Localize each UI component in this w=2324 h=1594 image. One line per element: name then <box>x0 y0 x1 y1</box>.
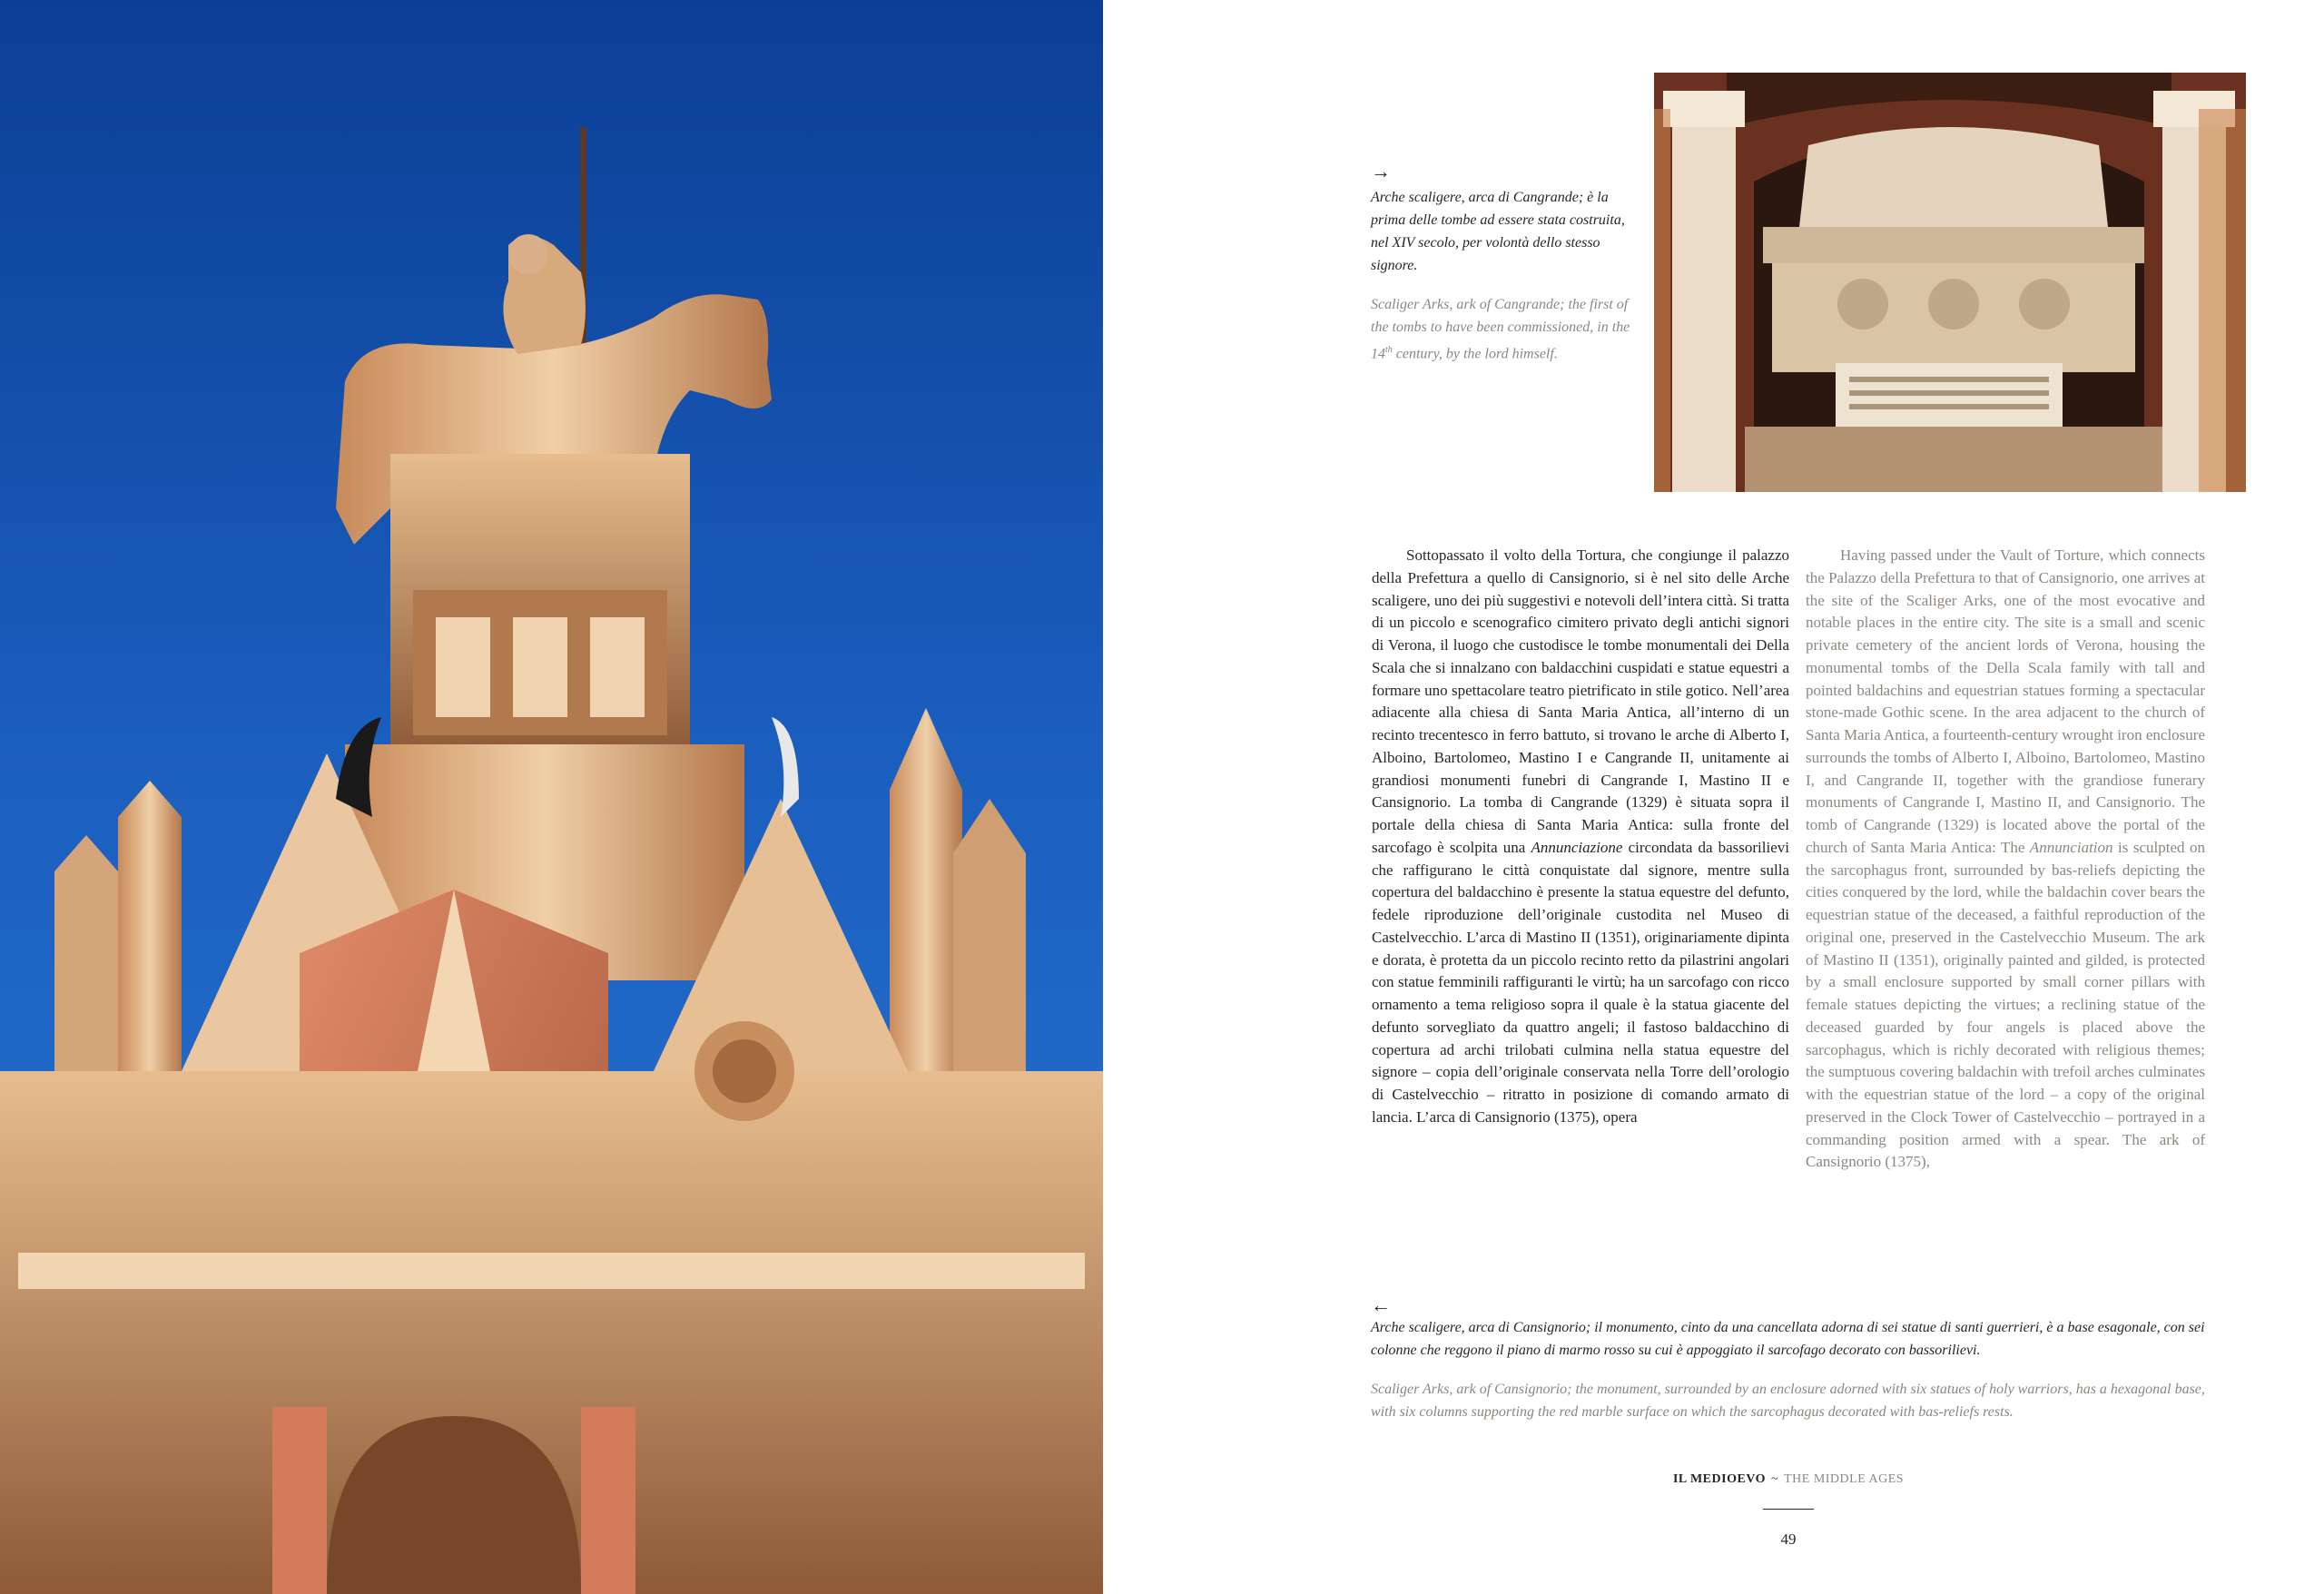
page-number: 49 <box>1780 1530 1797 1548</box>
footer-rule <box>1763 1509 1814 1510</box>
chapter-title-english: THE MIDDLE AGES <box>1784 1472 1905 1486</box>
caption-top-english: Scaliger Arks, ark of Cangrande; the first of the tombs to have been commissioned, in the 14th century, by the lord himself. <box>1371 297 1630 362</box>
caption-bottom-english: Scaliger Arks, ark of Cansignorio; the monument, surrounded by an enclosure adorned with six statues of holy warriors, has a hexagonal base, with six columns supporting the red marble surface on which the sarcophagus decorated with bas-reliefs rests. <box>1371 1382 2205 1420</box>
body-text-italian <box>1372 545 1789 1129</box>
caption-top-italian: Arche scaligere, arca di Cangrande; è la prima delle tombe ad essere stata costruita, nel XIV secolo, per volontà dello stesso signore. <box>1371 190 1625 273</box>
photo-scaliger-arks-spires <box>0 0 1103 1594</box>
footer-separator: ~ <box>1771 1472 1779 1486</box>
caption-bottom <box>1371 1316 2206 1423</box>
arrow-right-icon: → <box>1371 160 1391 182</box>
body-paragraph-english: Having passed under the Vault of Torture, which connects the Palazzo della Prefettura to that of Cansignorio, one arrives at the site of the Scaliger Arks, one of the most evocative and notable places in the entire city. The site is a small and scenic private cemetery of the ancient lords of Verona, housing the monumental tombs of the Della Scala family with tall and pointed baldachins and equestrian statues forming a spectacular stone-made Gothic scene. In the area adjacent to the church of Santa Maria Antica, a fourteenth-century wrought iron enclosure surrounds the tombs of Alberto I, Alboino, Bartolomeo, Mastino I, and Cangrande II, together with the grandiose funerary monuments of Cangrande I, Mastino II, and Cansignorio. The tomb of Cangrande (1329) is located above the portal of the church of Santa Maria Antica: The Annunciation is sculpted on the sarcophagus front, surrounded by bas-reliefs depicting the cities conquered by the lord, while the baldachin cover bears the equestrian statue of the deceased, a faithful reproduction of the original one, preserved in the Castelvecchio Museum. The ark of Mastino II (1351), originally painted and gilded, is protected by a small enclosure supported by small corner pillars with female statues depicting the virtues; a reclining statue of the deceased guarded by four angels is placed above the sarcophagus, which is richly decorated with religious themes; the sumptuous covering baldachin with trefoil arches culminates with the equestrian statue of the lord – a copy of the original preserved in the Clock Tower of Castelvecchio – portrayed in a commanding position armed with a spear. The ark of Cansignorio (1375), <box>1806 546 2205 1171</box>
body-text-english <box>1806 545 2205 1174</box>
caption-bottom-italian: Arche scaligere, arca di Cansignorio; il monumento, cinto da una cancellata adorna di sei statue di santi guerrieri, è a base esagonale, con sei colonne che reggono il piano di marmo rosso su cui è appoggiato il sarcofago decorato con bassorilievi. <box>1371 1320 2205 1358</box>
caption-top <box>1371 186 1634 365</box>
body-paragraph-italian: Sottopassato il volto della Tortura, che congiunge il palazzo della Prefettura a quello di Cansignorio, si è nel sito delle Arche scaligere, uno dei più suggestivi e notevoli dell’intera città. Si tratta di un piccolo e scenografico cimitero privato degli antichi signori di Verona, il luogo che custodisce le tombe monumentali dei Della Scala che si innalzano con baldacchini cuspidati e statue equestri a formare uno spettacolare teatro pietrificato in stile gotico. Nell’area adiacente alla chiesa di Santa Maria Antica, all’interno di un recinto trecentesco in ferro battuto, si trovano le arche di Alberto I, Alboino, Bartolomeo, Mastino I e Cangrande II, unitamente ai grandiosi monumenti funebri di Cangrande I, Mastino II e Cansignorio. La tomba di Cangrande (1329) è situata sopra il portale della chiesa di Santa Maria Antica: sulla fronte del sarcofago è scolpita una Annunciazione circondata da bassorilievi che raffigurano le città conquistate dal signore, mentre sulla copertura del baldacchino è presente la statua equestre del defunto, fedele riproduzione dell’originale custodita nel Museo di Castelvecchio. L’arca di Mastino II (1351), originariamente dipinta e dorata, è protetta da un piccolo recinto retto da pilastrini angolari con statue femminili raffiguranti le virtù; ha un sarcofago con ricco ornamento a tema religioso sopra il quale è la statua giacente del defunto sorvegliato da quattro angeli; il fastoso baldacchino di copertura ad archi trilobati culmina nella statua equestre del signore – copia dell’originale conservata nella Torre dell’orologio di Castelvecchio – ritratto in posizione di comando armato di lancia. L’arca di Cansignorio (1375), opera <box>1372 546 1789 1126</box>
arrow-left-icon: ← <box>1371 1294 1391 1316</box>
chapter-title-italian: IL MEDIOEVO <box>1672 1472 1767 1486</box>
photo-ark-of-cangrande <box>1654 73 2246 492</box>
running-footer <box>1561 1472 2015 1487</box>
